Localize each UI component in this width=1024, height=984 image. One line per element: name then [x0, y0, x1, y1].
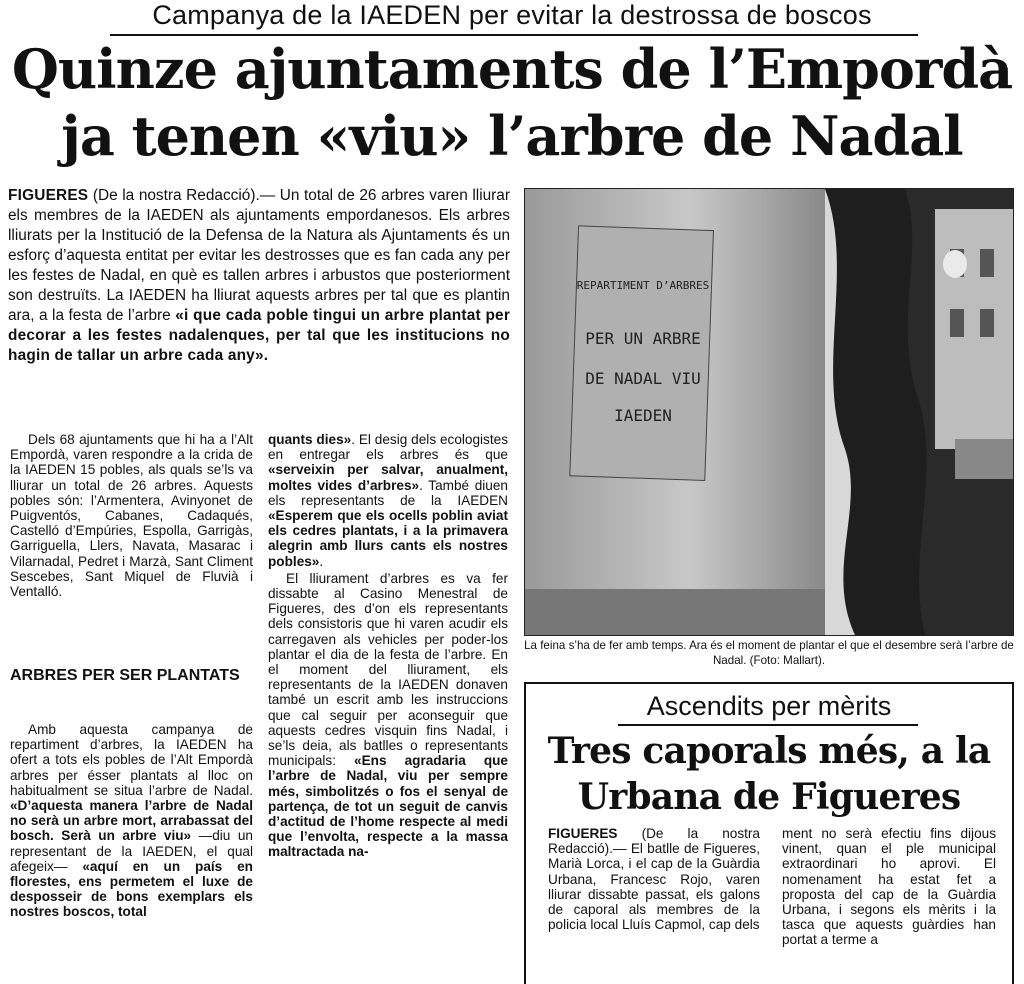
sidebar-kicker-rule — [618, 724, 918, 726]
poster-sign — [570, 226, 714, 481]
headline-line-1: Quinze ajuntaments de l’Empordà — [11, 37, 1013, 101]
col1-paragraph-1: Dels 68 ajuntaments que hi ha a l’Alt Empordà, varen respondre a la crida de la IAEDEN 15 pobles, als quals se’ls va lliurar un total de 26 arbres. Aquests pobles són: l’Armentera, Avinyonet de Puigventós, Cabanes, Cadaqués, Castelló d’Empúries, Espolla, Garrigàs, Garriguella, Llers, Navata, Masarac i Vilarnadal, Pedret i Marzà, Sant Climent Sescebes, Sant Miquel de Fluvià i Ventalló. — [10, 432, 253, 600]
col2-p1-text-b: . També diuen els representants de la IAEDEN — [268, 477, 508, 508]
news-photo — [524, 188, 1014, 636]
sidebar-column-2: ment no serà efectiu fins dijous vinent, quan el ple municipal extraordinari ho aprovi. El nomenament ha estat fet a proposta del cap de la Guàrdia Urbana, i segons els mèrits i la tasca que aquests guàrdies han portat a terme a — [782, 826, 996, 948]
col2-p2-quote: «Ens agradaria que l’arbre de Nadal, viu per sempre més, simbolitzés o fos el senyal de partença, de tot un seguit de canvis d’actitud de l’home respecte al medi que l’envolta, respecte a la massa maltractada na- — [268, 753, 508, 860]
col2-p1-quote-b: «serveixin per salvar, anualment, moltes vides d’arbres» — [268, 462, 508, 493]
article-column-1 — [10, 432, 253, 599]
article-column-1-continued — [10, 722, 253, 920]
section-subhead: ARBRES PER SER PLANTATS — [10, 667, 240, 684]
col2-p1-quote-a: quants dies» — [268, 432, 352, 447]
sidebar-kicker: Ascendits per mèrits — [646, 691, 892, 721]
col1-p2-quote-b: «aquí en un país en florestes, ens permetem el luxe de desposseir de bons exemplars els nostres boscos, total — [10, 858, 253, 920]
headline-line-2: ja tenen «viu» l’arbre de Nadal — [61, 104, 963, 168]
sidebar-dateline: FIGUERES — [548, 826, 618, 841]
col2-p1-quote-c: «Esperem que els ocells poblin aviat els cedres plantats, i a la primavera alegrin amb llurs cants els nostres pobles» — [268, 508, 508, 569]
poster-line-4: IAEDEN — [614, 406, 672, 425]
col1-p2-text-a: Amb aquesta campanya de repartiment d’arbres, la IAEDEN ha ofert a tots els pobles de l’Alt Empordà arbres per ésser plantats al lloc on habitualment se situa l’arbre de Nadal. — [10, 722, 253, 798]
col1-p2-text-b: —diu un representant de la IAEDEN, el qual afegeix— — [10, 828, 253, 874]
lead-dateline: FIGUERES — [8, 187, 89, 204]
col1-p2-quote-a: «D’aquesta manera l’arbre de Nadal no serà un arbre mort, arrabassat del bosch. Serà un arbre viu» — [10, 798, 253, 844]
sidebar-headline — [524, 728, 1014, 820]
poster-line-2: PER UN ARBRE — [585, 329, 701, 348]
col2-p2-text: El lliurament d’arbres es va fer dissabte al Casino Menestral de Figueres, des d’on els representants dels consistoris que hi varen acudir els carregaven als vehicles per poder-los plantar el dia de la festa de l’arbre. En el moment del lliurament, els representants de la IAEDEN donaven també un escrit amb les instruccions que cal seguir per aconseguir que aquests cedres visquin fins Nadal, i se’ls deia, als batlles o representants municipals: — [268, 570, 508, 769]
sidebar-headline-line-1: Tres caporals més, a la — [547, 730, 991, 772]
poster-line-3: DE NADAL VIU — [585, 369, 701, 388]
lead-text: (De la nostra Redacció).— Un total de 26 arbres varen lliurar els membres de la IAEDEN als ajuntaments empordanesos. Els arbres lliurats per la Institució de la Defensa de la Natura als Ajuntaments és un esforç d’aquesta entitat per evitar les destrosses que es fan cada any per les festes de Nadal, en què es tallen arbres i arbustos que posteriorment son destruïts. La IAEDEN ha lliurat aquests arbres per tal que es plantin ara, a la festa de l’arbre — [8, 187, 510, 324]
kicker-title: Campanya de la IAEDEN per evitar la destrossa de boscos — [152, 0, 872, 30]
sidebar-headline-line-2: Urbana de Figueres — [577, 776, 961, 818]
col2-paragraph-1 — [268, 432, 508, 569]
col1-paragraph-2 — [10, 722, 253, 920]
col2-p1-text-c: . — [319, 553, 324, 569]
main-headline — [0, 36, 1024, 170]
col2-p1-text-a: . El desig dels ecologistes en entregar els arbres és que — [268, 432, 508, 463]
article-column-2 — [268, 432, 508, 860]
lead-paragraph — [8, 186, 510, 366]
photo-illustration — [525, 189, 1013, 635]
poster-line-1: REPARTIMENT D’ARBRES — [576, 279, 710, 292]
sidebar-col1-text: (De la nostra Redacció).— El batlle de Figueres, Marià Lorca, i el cap de la Guàrdia Urbana, Francesc Rojo, varen lliurar dissabte passat, els galons de caporal als membres de la policia local Lluís Capmol, cap dels — [548, 826, 760, 933]
photo-caption: La feina s’ha de fer amb temps. Ara és el moment de plantar el que el desembre serà l’arbre de Nadal. (Foto: Mallart). — [524, 639, 1014, 667]
lead-quote: «i que cada poble tingui un arbre plantat per decorar a les festes nadalenques, per tal que les institucions no hagin de tallar un arbre cada any». — [8, 307, 511, 364]
col2-paragraph-2 — [268, 571, 508, 860]
sidebar-column-1 — [548, 826, 760, 932]
